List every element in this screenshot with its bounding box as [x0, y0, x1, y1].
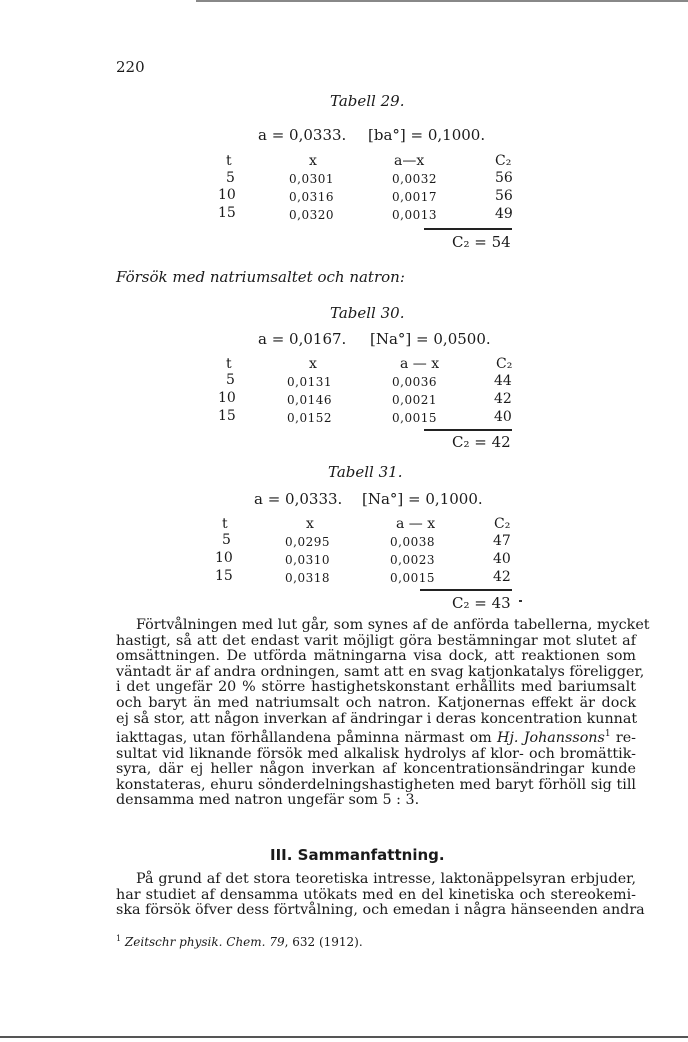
paragraph-1: [116, 617, 650, 809]
table-cell: 42: [494, 391, 512, 407]
table-cell: 0,0318: [285, 571, 330, 585]
table-cell: 56: [495, 170, 513, 186]
table31-header-ax: a — x: [396, 516, 436, 532]
table31-header-t: t: [222, 516, 228, 532]
table-cell: 0,0032: [392, 172, 437, 186]
text-fragment: iakttagas, utan förhållandena påminna närmast om: [116, 729, 492, 746]
table30-caption: Tabell 30.: [330, 304, 405, 322]
table30-param-conc: [Na°] = 0,0500.: [370, 330, 491, 348]
text-line: densamma med natron ungefär som 5 : 3.: [116, 792, 420, 809]
text-line: omsättningen. De utförda mätningarna visa dock, att reaktionen som: [116, 648, 636, 665]
table31-header-x: x: [306, 516, 314, 532]
footnote-number: 1: [116, 934, 122, 943]
text-line: sultat vid liknande försök med alkalisk hydrolys af klor- och bromättik-: [116, 745, 636, 762]
table-cell: 56: [495, 188, 513, 204]
table-cell: 40: [493, 551, 511, 567]
table29-header-c2: C₂: [495, 153, 512, 169]
table-cell: 0,0015: [390, 571, 435, 585]
table-cell: 0,0295: [285, 535, 330, 549]
text-line: väntadt är af andra ordningen, samt att en svag katjonkatalys föreligger,: [116, 663, 645, 680]
stray-mark: [519, 600, 522, 602]
table-cell: 49: [495, 206, 513, 222]
bottom-rule: [0, 1036, 688, 1038]
table31-param-conc: [Na°] = 0,1000.: [362, 490, 483, 508]
text-fragment: re-: [610, 729, 636, 746]
table-cell: 0,0310: [285, 553, 330, 567]
table29-sum-rule: [424, 228, 512, 230]
table-cell: 0,0320: [289, 208, 334, 222]
table-cell: 10: [215, 550, 233, 566]
table30-header-c2: C₂: [496, 356, 513, 372]
text-line: konstateras, ehuru sönderdelningshastigheten med baryt förhöll sig till: [116, 776, 636, 793]
table-cell: 15: [218, 205, 236, 221]
table-cell: 40: [494, 409, 512, 425]
table-cell: 5: [226, 170, 235, 186]
table30-mean: C₂ = 42: [452, 433, 511, 451]
table-cell: 0,0146: [287, 393, 332, 407]
text-line: ej så stor, att någon inverkan af ändringar i deras koncentration kunnat: [116, 710, 638, 727]
section-heading: III. Sammanfattning.: [270, 846, 445, 864]
text-line: och baryt än med natriumsalt och natron. Katjonernas effekt är dock: [116, 694, 636, 711]
page-number: 220: [116, 58, 145, 76]
table30-sum-rule: [424, 429, 512, 431]
table-cell: 0,0131: [287, 375, 332, 389]
table31-sum-rule: [420, 589, 512, 591]
text-line: i det ungefär 20 % större hastighetskonstant erhållits med bariumsalt: [116, 679, 636, 696]
table-cell: 0,0021: [392, 393, 437, 407]
table29-caption: Tabell 29.: [330, 92, 405, 110]
text-line: har studiet af densamma utökats med en del kinetiska och stereokemi-: [116, 886, 636, 903]
footnote-rest: , 632 (1912).: [284, 935, 363, 949]
table-cell: 0,0023: [390, 553, 435, 567]
table31-header-c2: C₂: [494, 516, 511, 532]
text-line: Förtvålningen med lut går, som synes af de anförda tabellerna, mycket: [136, 617, 650, 633]
text-line: På grund af det stora teoretiska intresse, laktonäppelsyran erbjuder,: [136, 871, 636, 887]
text-line: syra, där ej heller någon inverkan af koncentrationsändringar kunde: [116, 761, 636, 778]
table-cell: 0,0316: [289, 190, 334, 204]
table29-param-conc: [ba°] = 0,1000.: [368, 126, 486, 144]
footnote-journal: Zeitschr physik. Chem.: [124, 935, 266, 949]
table31-mean: C₂ = 43: [452, 594, 511, 612]
section-label: Försök med natriumsaltet och natron:: [116, 268, 405, 286]
table-cell: 0,0152: [287, 411, 332, 425]
table-cell: 15: [218, 408, 236, 424]
table-cell: 10: [218, 187, 236, 203]
table30-header-t: t: [226, 356, 232, 372]
table-cell: 0,0038: [390, 535, 435, 549]
table-cell: 44: [494, 373, 512, 389]
text-line: hastigt, så att det endast varit möjligt göra bestämningar mot slutet af: [116, 632, 636, 649]
text-line: ska försök öfver dess förtvålning, och emedan i några hänseenden andra: [116, 902, 645, 919]
table-cell: 0,0015: [392, 411, 437, 425]
table-cell: 0,0301: [289, 172, 334, 186]
table-cell: 0,0017: [392, 190, 437, 204]
table29-header-ax: a—x: [394, 153, 425, 169]
table-cell: 0,0013: [392, 208, 437, 222]
table29-param-a: a = 0,0333.: [258, 126, 347, 144]
footnote-marker: 1: [604, 729, 611, 740]
text-line: [116, 727, 636, 746]
table29-mean: C₂ = 54: [452, 233, 511, 251]
top-rule: [196, 0, 688, 2]
table29-header-x: x: [309, 153, 317, 169]
author-reference: Hj. Johanssons: [497, 729, 605, 746]
table30-header-ax: a — x: [400, 356, 440, 372]
table-cell: 10: [218, 390, 236, 406]
table29-header-t: t: [226, 153, 232, 169]
table-cell: 5: [222, 532, 231, 548]
table-cell: 42: [493, 569, 511, 585]
footnote: [116, 934, 363, 949]
table30-param-a: a = 0,0167.: [258, 330, 347, 348]
table-cell: 15: [215, 568, 233, 584]
table31-param-a: a = 0,0333.: [254, 490, 343, 508]
paragraph-2: [116, 871, 645, 919]
footnote-volume: 79: [269, 935, 285, 949]
table-cell: 47: [493, 533, 511, 549]
table-cell: 0,0036: [392, 375, 437, 389]
table-cell: 5: [226, 372, 235, 388]
table30-header-x: x: [309, 356, 317, 372]
table31-caption: Tabell 31.: [328, 463, 403, 481]
